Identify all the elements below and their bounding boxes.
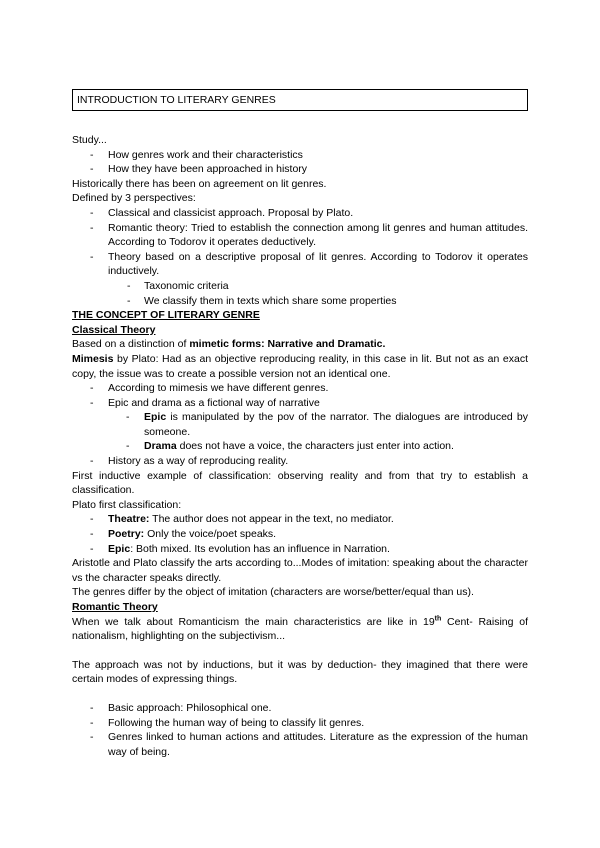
aristotle-paragraph: Aristotle and Plato classify the arts according to...Modes of imitation: speaking about the character vs the character speaks directly. [72,557,528,584]
list-item: - How genres work and their characteristics [90,148,303,161]
document-title: INTRODUCTION TO LITERARY GENRES [72,89,528,111]
plato-first-line: Plato first classification: [72,498,182,511]
romanticism-paragraph: When we talk about Romanticism the main characteristics are like in 19th Cent- Raising of nationalism, highlighting on the subjectivism... [72,615,528,643]
list-item: - Poetry: Only the voice/poet speaks. [90,528,277,541]
list-item: - Epic is manipulated by the pov of the narrator. The dialogues are introduced by someone. [126,411,528,438]
romantic-list [72,701,528,759]
historically-line: Historically there has been on agreement on lit genres. [72,177,327,190]
list-item: - History as a way of reproducing reality. [90,455,289,468]
list-item: - Theory based on a descriptive proposal of lit genres. According to Todorov it operates inductively. [90,250,528,278]
classical-heading: Classical Theory [72,323,156,336]
concept-heading: THE CONCEPT OF LITERARY GENRE [72,309,260,322]
perspectives-list [72,206,528,279]
list-item: - Epic: Both mixed. Its evolution has an influence in Narration. [90,542,390,555]
perspective-sub-list [72,279,528,308]
document-page [72,89,528,759]
genres-differ-line: The genres differ by the object of imitation (characters are worse/better/equal than us). [72,586,474,599]
based-line: Based on a distinction of mimetic forms: Narrative and Dramatic. [72,338,386,351]
list-item: - Theatre: The author does not appear in the text, no mediator. [90,513,394,526]
list-item: - Romantic theory: Tried to establish the connection among lit genres and human attitudes. According to Todorov it operates deductively. [90,221,528,249]
list-item: - How they have been approached in history [90,163,308,176]
list-item: - Following the human way of being to classify lit genres. [90,716,365,729]
list-item: - Basic approach: Philosophical one. [90,701,272,714]
inductive-paragraph: First inductive example of classification: observing reality and from that try to establish a classification. [72,469,528,497]
mimesis-paragraph: Mimesis by Plato: Had as an objective reproducing reality, in this case in lit. But not as an exact copy, the issue was to create a possible version not an identical one. [72,352,528,380]
list-item: - Classical and classicist approach. Proposal by Plato. [90,206,354,219]
list-item: - Taxonomic criteria [127,279,229,292]
approach-paragraph: The approach was not by inductions, but it was by deduction- they imagined that there were certain modes of expressing things. [72,658,528,686]
plato-classification-list [72,512,528,556]
list-item: - According to mimesis we have different genres. [90,382,329,395]
romantic-heading: Romantic Theory [72,601,158,613]
study-line: Study... [72,134,107,146]
list-item: - We classify them in texts which share some properties [127,294,397,307]
list-item: - Epic and drama as a fictional way of narrative [90,396,320,409]
epic-drama-list [72,410,528,454]
defined-line: Defined by 3 perspectives: [72,192,196,205]
study-list [72,148,528,177]
classical-list [72,381,528,410]
list-item: - Drama does not have a voice, the characters just enter into action. [126,440,454,453]
classical-list-cont [72,454,528,469]
list-item: - Genres linked to human actions and attitudes. Literature as the expression of the human way of being. [90,731,528,758]
